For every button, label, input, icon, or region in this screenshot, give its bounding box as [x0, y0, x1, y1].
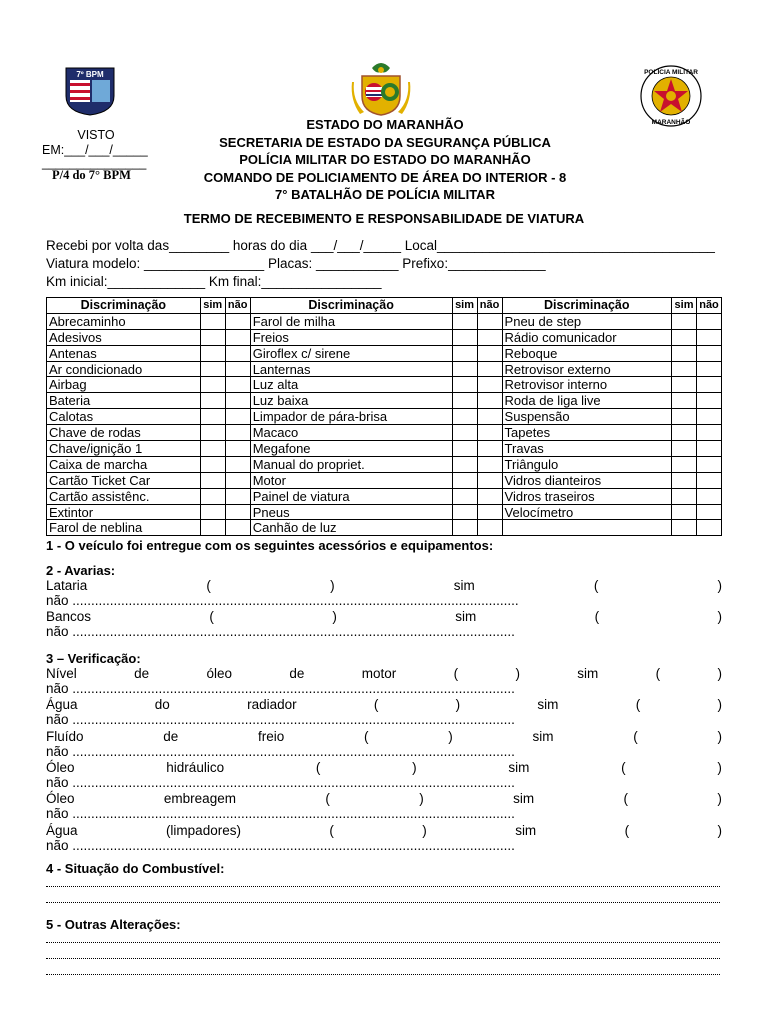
other-dotted-line[interactable]: [46, 932, 720, 943]
fuel-dotted-line[interactable]: [46, 892, 720, 903]
sim-checkbox[interactable]: [452, 504, 477, 520]
seal-top-text: POLÍCIA MILITAR: [644, 69, 698, 76]
sim-checkbox[interactable]: [200, 504, 225, 520]
nao-checkbox[interactable]: [697, 377, 722, 393]
item-label: Adesivos: [47, 329, 201, 345]
row-word: (: [329, 822, 334, 838]
nao-checkbox[interactable]: [477, 520, 502, 536]
sim-checkbox[interactable]: [452, 313, 477, 329]
sim-checkbox[interactable]: [200, 425, 225, 441]
check-row: [46, 697, 722, 712]
table-row: [47, 520, 722, 536]
nao-checkbox[interactable]: [225, 472, 250, 488]
nao-checkbox[interactable]: [697, 313, 722, 329]
vehicle-field-line[interactable]: Viatura modelo: ________________ Placas: ___________ Prefixo:_____________: [46, 256, 546, 271]
nao-checkbox[interactable]: [697, 520, 722, 536]
nao-checkbox[interactable]: [225, 488, 250, 504]
row-word: freio: [258, 728, 285, 744]
row-word: (: [594, 609, 600, 625]
item-label: Reboque: [502, 345, 671, 361]
row-word: sim: [537, 697, 559, 713]
item-label: Ar condicionado: [47, 361, 201, 377]
nao-checkbox[interactable]: [225, 456, 250, 472]
sim-checkbox[interactable]: [452, 441, 477, 457]
nao-checkbox[interactable]: [477, 361, 502, 377]
nao-checkbox[interactable]: [225, 345, 250, 361]
check-row: [46, 823, 722, 838]
sim-checkbox[interactable]: [672, 345, 697, 361]
row-word: ): [717, 578, 722, 593]
nao-checkbox[interactable]: [697, 329, 722, 345]
row-word: hidráulico: [166, 759, 225, 775]
row-word: sim: [515, 822, 537, 838]
visto-date: EM:___/___/_____: [42, 143, 148, 157]
sim-checkbox[interactable]: [672, 361, 697, 377]
visto-label: VISTO: [77, 128, 115, 142]
row-word: (: [453, 666, 459, 681]
nao-checkbox[interactable]: [697, 409, 722, 425]
checklist-table: [46, 297, 722, 536]
sim-checkbox[interactable]: [672, 504, 697, 520]
item-label: Vidros traseiros: [502, 488, 671, 504]
sim-checkbox[interactable]: [200, 345, 225, 361]
battalion-badge-logo: [64, 66, 116, 116]
reception-field-line[interactable]: Recebi por volta das________ horas do dia ___/___/_____ Local_____________________________________: [46, 238, 715, 253]
checklist-header-row: [47, 298, 722, 314]
item-label: Triângulo: [502, 456, 671, 472]
sim-checkbox[interactable]: [200, 520, 225, 536]
sim-checkbox[interactable]: [200, 393, 225, 409]
header-line-1: ESTADO DO MARANHÃO: [306, 117, 464, 132]
sim-checkbox[interactable]: [200, 441, 225, 457]
row-word: sim: [577, 666, 599, 681]
row-word: ): [412, 759, 417, 775]
nao-checkbox[interactable]: [697, 441, 722, 457]
nao-checkbox[interactable]: [225, 409, 250, 425]
nao-checkbox[interactable]: [225, 377, 250, 393]
sim-checkbox[interactable]: [672, 329, 697, 345]
section-3-title: 3 – Verificação:: [46, 651, 141, 666]
table-row: [47, 488, 722, 504]
row-word: do: [154, 697, 170, 713]
row-word: (: [325, 791, 330, 807]
sim-checkbox[interactable]: [672, 393, 697, 409]
row-word: (: [633, 728, 638, 744]
header-line-3: POLÍCIA MILITAR DO ESTADO DO MARANHÃO: [239, 152, 531, 167]
item-label: Tapetes: [502, 425, 671, 441]
row-word: (: [364, 728, 369, 744]
row-word: (: [315, 759, 321, 775]
item-label: Roda de liga live: [502, 393, 671, 409]
nao-checkbox[interactable]: [225, 329, 250, 345]
sim-checkbox[interactable]: [452, 472, 477, 488]
state-coat-of-arms: [350, 60, 412, 116]
row-word: de: [134, 666, 150, 681]
sim-checkbox[interactable]: [452, 425, 477, 441]
item-label: Motor: [250, 472, 452, 488]
sim-checkbox[interactable]: [672, 520, 697, 536]
section-4-title: 4 - Situação do Combustível:: [46, 861, 225, 876]
nao-checkbox[interactable]: [225, 313, 250, 329]
nao-checkbox[interactable]: [225, 361, 250, 377]
item-label: Travas: [502, 441, 671, 457]
section-1-title: 1 - O veículo foi entregue com os seguintes acessórios e equipamentos:: [46, 538, 494, 553]
item-label: Farol de neblina: [47, 520, 201, 536]
sim-checkbox[interactable]: [672, 441, 697, 457]
nao-checkbox[interactable]: [477, 313, 502, 329]
nao-checkbox[interactable]: [477, 472, 502, 488]
row-word: Água: [46, 697, 78, 713]
item-label: Abrecaminho: [47, 313, 201, 329]
section-5-title: 5 - Outras Alterações:: [46, 917, 181, 932]
item-label: Antenas: [47, 345, 201, 361]
row-word: de: [163, 728, 179, 744]
sim-checkbox[interactable]: [200, 313, 225, 329]
check-row: [46, 729, 722, 744]
table-row: [47, 504, 722, 520]
row-word: de: [289, 666, 305, 681]
nao-checkbox[interactable]: [225, 425, 250, 441]
table-row: [47, 345, 722, 361]
sim-header: sim: [452, 298, 477, 314]
row-word: embreagem: [163, 791, 236, 807]
item-label: Lanternas: [250, 361, 452, 377]
nao-checkbox[interactable]: [477, 441, 502, 457]
nao-checkbox[interactable]: [697, 472, 722, 488]
nao-checkbox[interactable]: [697, 488, 722, 504]
sim-checkbox[interactable]: [672, 425, 697, 441]
sim-checkbox[interactable]: [672, 456, 697, 472]
other-dotted-line[interactable]: [46, 964, 720, 975]
row-word: (limpadores): [165, 822, 241, 838]
row-word: ): [717, 666, 722, 681]
item-label: Cartão Ticket Car: [47, 472, 201, 488]
nao-checkbox[interactable]: [225, 504, 250, 520]
table-row: [47, 329, 722, 345]
nao-checkbox[interactable]: [477, 393, 502, 409]
sim-checkbox[interactable]: [672, 377, 697, 393]
visto-p4: P/4 do 7° BPM: [52, 168, 131, 182]
column-header: Discriminação: [250, 298, 452, 314]
section-2-title: 2 - Avarias:: [46, 563, 116, 578]
item-label: Chave/ignição 1: [47, 441, 201, 457]
sim-checkbox[interactable]: [200, 472, 225, 488]
row-word: (: [593, 578, 599, 593]
nao-checkbox[interactable]: [477, 425, 502, 441]
item-label: Caixa de marcha: [47, 456, 201, 472]
check-row: [46, 760, 722, 775]
sim-checkbox[interactable]: [200, 409, 225, 425]
sim-checkbox[interactable]: [452, 377, 477, 393]
nao-checkbox[interactable]: [225, 393, 250, 409]
row-word: Lataria: [46, 578, 88, 593]
item-label: Extintor: [47, 504, 201, 520]
row-word: ): [448, 728, 453, 744]
nao-header: não: [697, 298, 722, 314]
column-header: Discriminação: [502, 298, 671, 314]
nao-checkbox[interactable]: [477, 377, 502, 393]
row-word: sim: [455, 609, 477, 625]
nao-dotted-line[interactable]: não ......................................................................................................................: [46, 774, 515, 790]
row-word: ): [455, 697, 461, 713]
row-word: ): [330, 578, 335, 593]
nao-checkbox[interactable]: [477, 329, 502, 345]
fuel-dotted-line[interactable]: [46, 876, 720, 887]
sim-checkbox[interactable]: [200, 488, 225, 504]
sim-checkbox[interactable]: [452, 329, 477, 345]
row-word: Óleo: [46, 759, 75, 775]
sim-checkbox[interactable]: [452, 488, 477, 504]
item-label: Bateria: [47, 393, 201, 409]
item-label: Vidros dianteiros: [502, 472, 671, 488]
nao-dotted-line[interactable]: não ......................................................................................................................: [46, 837, 515, 853]
row-word: (: [373, 697, 379, 713]
table-row: [47, 409, 722, 425]
table-row: [47, 425, 722, 441]
sim-checkbox[interactable]: [200, 329, 225, 345]
km-field-line[interactable]: Km inicial:_____________ Km final:________________: [46, 274, 382, 289]
military-police-seal: [638, 64, 704, 128]
visto-block: [42, 128, 150, 183]
item-label: Megafone: [250, 441, 452, 457]
row-word: óleo: [206, 666, 233, 681]
sim-checkbox[interactable]: [672, 488, 697, 504]
item-label: Retrovisor externo: [502, 361, 671, 377]
row-word: ): [717, 697, 722, 713]
badge-text: 7º BPM: [76, 70, 104, 79]
check-row: [46, 578, 722, 593]
row-word: Nível: [46, 666, 77, 681]
item-label: Velocímetro: [502, 504, 671, 520]
sim-checkbox[interactable]: [200, 361, 225, 377]
item-label: Farol de milha: [250, 313, 452, 329]
item-label: Suspensão: [502, 409, 671, 425]
nao-dotted-line[interactable]: não ......................................................................................................................: [46, 624, 515, 640]
item-label: Painel de viatura: [250, 488, 452, 504]
nao-checkbox[interactable]: [477, 504, 502, 520]
nao-checkbox[interactable]: [697, 456, 722, 472]
row-word: sim: [513, 791, 535, 807]
row-word: ): [419, 791, 424, 807]
document-title: TERMO DE RECEBIMENTO E RESPONSABILIDADE DE VIATURA: [183, 211, 585, 226]
seal-bottom-text: MARANHÃO: [651, 119, 691, 126]
sim-checkbox[interactable]: [200, 456, 225, 472]
row-word: (: [624, 822, 630, 838]
nao-checkbox[interactable]: [225, 520, 250, 536]
row-word: Óleo: [46, 791, 75, 807]
row-word: ): [717, 759, 722, 775]
item-label: [502, 520, 671, 536]
table-row: [47, 393, 722, 409]
nao-dotted-line[interactable]: não ......................................................................................................................: [46, 681, 515, 696]
row-word: ): [717, 609, 722, 625]
row-word: ): [717, 791, 722, 807]
table-row: [47, 377, 722, 393]
row-word: sim: [453, 578, 475, 593]
item-label: Chave de rodas: [47, 425, 201, 441]
nao-checkbox[interactable]: [697, 425, 722, 441]
nao-dotted-line[interactable]: não .......................................................................................................................: [46, 593, 519, 608]
sim-checkbox[interactable]: [672, 313, 697, 329]
row-word: ): [332, 609, 337, 625]
row-word: Bancos: [46, 609, 92, 625]
row-word: (: [623, 791, 629, 807]
check-row: [46, 609, 722, 624]
item-label: Pneu de step: [502, 313, 671, 329]
row-word: radiador: [247, 697, 297, 713]
item-label: Retrovisor interno: [502, 377, 671, 393]
row-word: sim: [508, 759, 530, 775]
row-word: sim: [532, 728, 554, 744]
sim-header: sim: [672, 298, 697, 314]
visto-signature-line: _______________: [42, 156, 147, 170]
nao-checkbox[interactable]: [697, 393, 722, 409]
nao-header: não: [477, 298, 502, 314]
nao-dotted-line[interactable]: não ......................................................................................................................: [46, 712, 515, 728]
nao-checkbox[interactable]: [477, 488, 502, 504]
row-word: ): [515, 666, 520, 681]
check-row: [46, 666, 722, 681]
nao-checkbox[interactable]: [225, 441, 250, 457]
table-row: [47, 361, 722, 377]
row-word: Fluído: [46, 728, 84, 744]
sim-checkbox[interactable]: [452, 393, 477, 409]
row-word: (: [635, 697, 641, 713]
nao-dotted-line[interactable]: não ......................................................................................................................: [46, 743, 515, 759]
row-word: (: [621, 759, 626, 775]
row-word: (: [209, 609, 214, 625]
row-word: (: [655, 666, 661, 681]
row-word: (: [206, 578, 211, 593]
nao-dotted-line[interactable]: não ......................................................................................................................: [46, 806, 515, 822]
other-dotted-line[interactable]: [46, 948, 720, 959]
column-header: Discriminação: [47, 298, 201, 314]
header-line-2: SECRETARIA DE ESTADO DA SEGURANÇA PÚBLICA: [219, 135, 551, 150]
item-label: Calotas: [47, 409, 201, 425]
item-label: Luz alta: [250, 377, 452, 393]
row-word: ): [717, 728, 722, 744]
sim-checkbox[interactable]: [672, 472, 697, 488]
check-row: [46, 791, 722, 806]
table-row: [47, 313, 722, 329]
sim-checkbox[interactable]: [452, 345, 477, 361]
row-word: ): [717, 822, 722, 838]
nao-header: não: [225, 298, 250, 314]
nao-checkbox[interactable]: [697, 504, 722, 520]
item-label: Freios: [250, 329, 452, 345]
table-row: [47, 472, 722, 488]
sim-checkbox[interactable]: [452, 456, 477, 472]
sim-checkbox[interactable]: [200, 377, 225, 393]
checklist-body: [47, 313, 722, 535]
item-label: Airbag: [47, 377, 201, 393]
nao-checkbox[interactable]: [477, 345, 502, 361]
nao-checkbox[interactable]: [697, 345, 722, 361]
nao-checkbox[interactable]: [477, 456, 502, 472]
item-label: Luz baixa: [250, 393, 452, 409]
header-line-5: 7° BATALHÃO DE POLÍCIA MILITAR: [275, 187, 495, 202]
item-label: Limpador de pára-brisa: [250, 409, 452, 425]
item-label: Pneus: [250, 504, 452, 520]
item-label: Rádio comunicador: [502, 329, 671, 345]
table-row: [47, 456, 722, 472]
sim-checkbox[interactable]: [452, 520, 477, 536]
row-word: motor: [361, 666, 397, 681]
nao-checkbox[interactable]: [477, 409, 502, 425]
sim-checkbox[interactable]: [452, 361, 477, 377]
item-label: Cartão assistênc.: [47, 488, 201, 504]
header-line-4: COMANDO DE POLICIAMENTO DE ÁREA DO INTERIOR - 8: [203, 170, 567, 185]
nao-checkbox[interactable]: [697, 361, 722, 377]
row-word: Água: [46, 822, 78, 838]
item-label: Canhão de luz: [250, 520, 452, 536]
item-label: Giroflex c/ sirene: [250, 345, 452, 361]
sim-checkbox[interactable]: [452, 409, 477, 425]
table-row: [47, 441, 722, 457]
sim-checkbox[interactable]: [672, 409, 697, 425]
item-label: Manual do propriet.: [250, 456, 452, 472]
sim-header: sim: [200, 298, 225, 314]
row-word: ): [422, 822, 427, 838]
item-label: Macaco: [250, 425, 452, 441]
